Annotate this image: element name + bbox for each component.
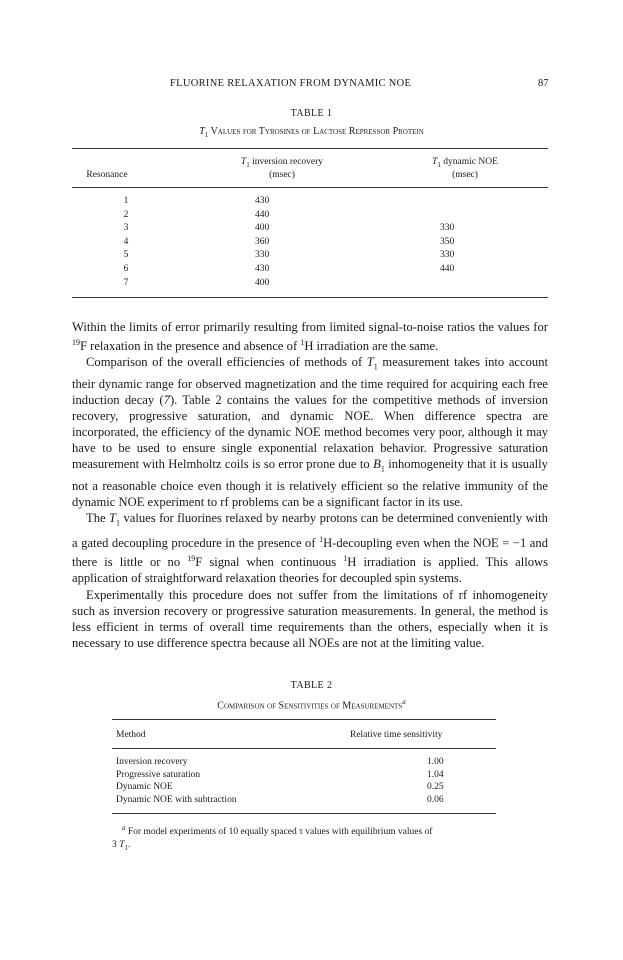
table1-cell-dn: 330 xyxy=(440,223,455,234)
body-text xyxy=(72,319,548,651)
table1-cell-ir: 440 xyxy=(255,209,270,220)
paragraph-4: Experimentally this procedure does not suffer from the limitations of rf inhomogeneity such as inversion recovery or progressive saturation measurements. In general, the method is less efficient in terms of overall time requirements than the others, especially when it is necessary to use difference spectra because all NOEs are not at the limiting value. xyxy=(72,587,548,650)
table1-cell-dn: 350 xyxy=(440,236,455,247)
table1-cell-ir: 430 xyxy=(255,196,270,206)
table1-header-resonance: Resonance xyxy=(86,170,128,180)
table2-header-rule xyxy=(112,748,496,749)
paragraph-2: Comparison of the overall efficiencies of methods of $T_1$ measurement takes into account their dynamic range for observed magnetization and the time required for acquiring each free induction decay (7). Table 2 contains the values for the competitive methods of inversion recovery, progressive saturation, and dynamic NOE. When difference spectra are incorporated, the efficiency of the dynamic NOE method becomes very poor, although it may have to be used to ensure single exponential relaxation behavior. Progressive saturation measurement with Helmholtz coils is so error prone due to $B_1$ inhomogeneity that it is usually not a reasonable choice even though it is relatively efficient so the relative immunity of the dynamic NOE experiment to rf problems can be a significant factor in its use. xyxy=(72,355,548,510)
table2-cell-value: 1.04 xyxy=(427,769,444,780)
table1-header-ir: $T_1$ inversion recovery xyxy=(240,157,324,169)
table2-cell-method: Dynamic NOE with subtraction xyxy=(116,794,237,805)
table2-bottom-rule xyxy=(112,813,496,814)
table2-caption: Comparison of Sensitivities of Measurements$^a$ xyxy=(217,698,406,712)
table2-header-rel: Relative time sensitivity xyxy=(350,730,443,740)
table2-cell-method: Progressive saturation xyxy=(116,769,201,780)
table1-cell-ir: 430 xyxy=(255,264,270,274)
table1-label: TABLE 1 xyxy=(290,108,333,119)
table1-cell-dn: 440 xyxy=(440,264,455,274)
table1-cell-resonance: 7 xyxy=(123,277,129,288)
table1-header-ir-unit: (msec) xyxy=(269,170,295,180)
table1-cell-resonance: 1 xyxy=(123,196,129,206)
table1-cell-resonance: 2 xyxy=(123,209,129,220)
running-title: FLUORINE RELAXATION FROM DYNAMIC NOE xyxy=(170,78,412,89)
table1-header-rule xyxy=(72,187,548,188)
table1-header-dn: $T_1$ dynamic NOE xyxy=(432,157,498,169)
table2-footnote: $^a$ For model experiments of 10 equally spaced τ values with equilibrium values of 3 $T_1$. xyxy=(112,824,433,853)
table2-cell-method: Dynamic NOE xyxy=(116,782,173,793)
table1-cell-resonance: 6 xyxy=(123,264,129,274)
table2-label: TABLE 2 xyxy=(290,680,333,691)
table2-cell-value: 0.06 xyxy=(427,794,444,805)
table1-cell-ir: 400 xyxy=(255,223,270,234)
table1-cell-dn: 330 xyxy=(440,250,455,261)
table2-cell-value: 1.00 xyxy=(427,757,444,767)
page-number: 87 xyxy=(538,78,549,89)
table2-cell-method: Inversion recovery xyxy=(116,757,188,767)
table1-cell-ir: 330 xyxy=(255,250,270,261)
table1-top-rule xyxy=(72,148,548,149)
table2-cell-value: 0.25 xyxy=(427,782,444,793)
table1-cell-ir: 400 xyxy=(255,277,270,288)
table2-top-rule xyxy=(112,719,496,720)
table1-header-dn-unit: (msec) xyxy=(452,170,478,180)
table1-cell-resonance: 5 xyxy=(123,250,129,261)
paragraph-1: Within the limits of error primarily resulting from limited signal-to-noise ratios the values for $^{19}$F relaxation in the presence and absence of $^1$H irradiation are the same. xyxy=(72,320,548,354)
table1-cell-resonance: 3 xyxy=(123,223,129,234)
table1-bottom-rule xyxy=(72,297,548,298)
table1-caption: $T_1$ Values for Tyrosines of Lactose Repressor Protein xyxy=(199,126,424,139)
paragraph-3: The $T_1$ values for fluorines relaxed by nearby protons can be determined conveniently with a gated decoupling procedure in the presence of $^1$H-decoupling even when the NOE = −1 and there is little or no $^{19}$F signal when continuous $^1$H irradiation is applied. This allows application of straightforward relaxation theories for decoupled spin systems. xyxy=(72,511,549,586)
table2-header-method: Method xyxy=(116,730,146,740)
table1-cell-resonance: 4 xyxy=(123,236,129,247)
table1-cell-ir: 360 xyxy=(255,236,270,247)
